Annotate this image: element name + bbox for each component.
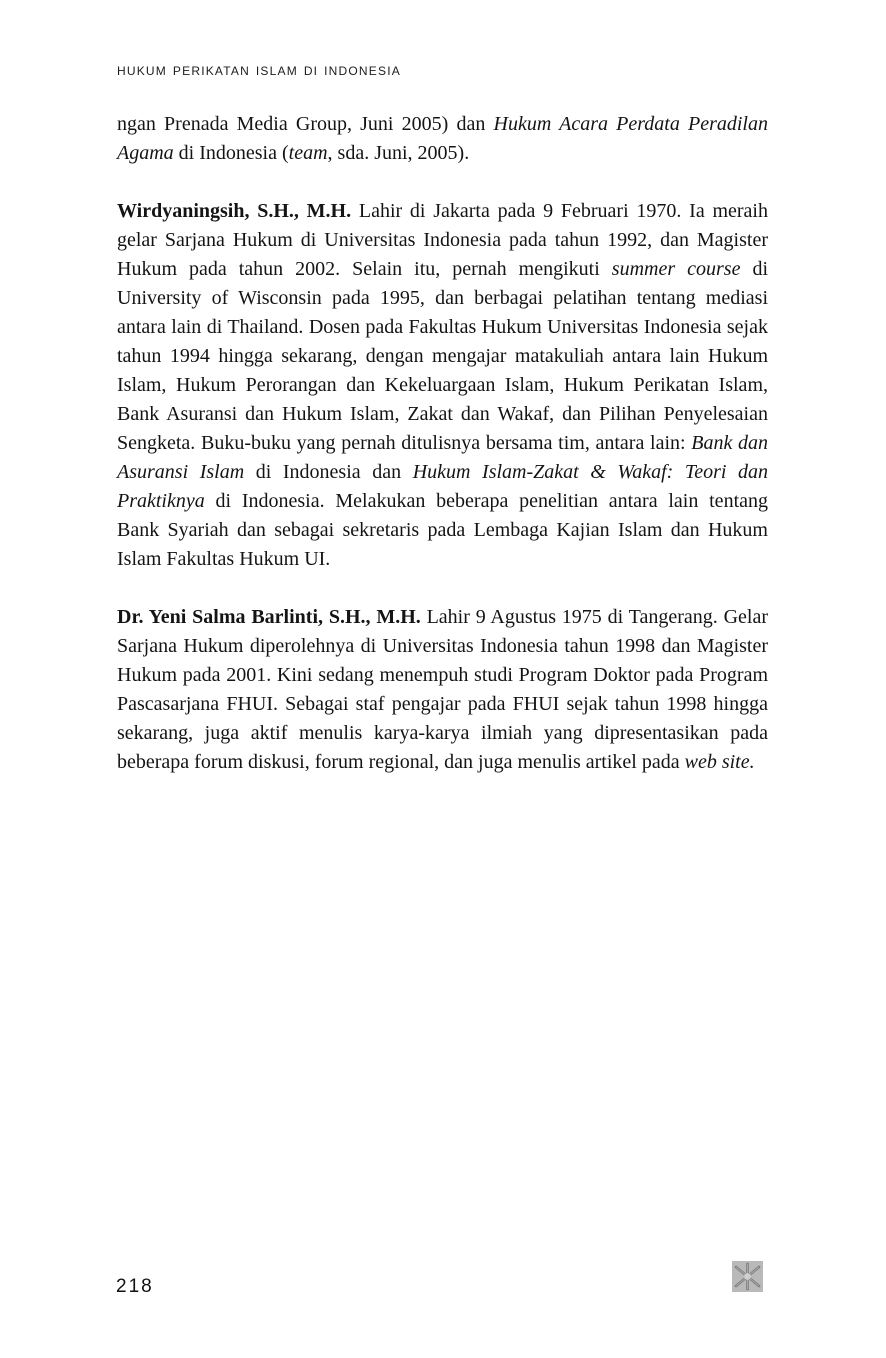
text-segment: Dr. Yeni Salma Barlinti, S.H., M.H. [117,606,421,628]
text-segment: di University of Wisconsin pada 1995, dan berbagai pelatihan tentang mediasi antara lain di Thailand. Dosen pada Fakultas Hukum Universitas Indonesia sejak tahun 1994 hingga sekarang, dengan mengajar matakuliah antara lain Hukum Islam, Hukum Perorangan dan Kekeluargaan Islam, Hukum Perikatan Islam, Bank Asuransi dan Hukum Islam, Zakat dan Wakaf, dan Pilihan Penyelesaian Sengketa. Buku-buku yang pernah ditulisnya bersama tim, antara lain: [117,258,769,454]
text-segment: summer course [611,258,741,280]
body-paragraphs [117,110,768,806]
text-segment: di Indonesia ( [173,142,289,164]
text-segment: Hukum Islam-Zakat & Wakaf: Teori dan Praktiknya [117,461,769,512]
text-segment: Lahir di Jakarta pada 9 Februari 1970. Ia meraih gelar Sarjana Hukum di Universitas Indonesia pada tahun 1992, dan Magister Hukum pada tahun 2002. Selain itu, pernah mengikuti [117,200,768,280]
page-number: 218 [116,1276,154,1297]
text-segment: team [288,142,328,164]
text-segment: , sda. Juni, 2005). [327,142,470,164]
text-segment: di Indonesia dan [244,461,413,483]
text-segment: di Indonesia. Melakukan beberapa penelitian antara lain tentang Bank Syariah dan sebagai sekretaris pada Lembaga Kajian Islam dan Hukum Islam Fakultas Hukum UI. [117,490,768,570]
paragraph [117,197,768,574]
starburst-ornament-icon [732,1261,763,1292]
text-segment: ngan Prenada Media Group, Juni 2005) dan [117,113,494,135]
text-segment: Lahir 9 Agustus 1975 di Tangerang. Gelar Sarjana Hukum diperolehnya di Universitas Indonesia tahun 1998 dan Magister Hukum pada 2001. Kini sedang menempuh studi Program Doktor pada Program Pascasarjana FHUI. Sebagai staf pengajar pada FHUI sejak tahun 1998 hingga sekarang, juga aktif menulis karya-karya ilmiah yang dipresentasikan pada beberapa forum diskusi, forum regional, dan juga menulis artikel pada [117,606,768,773]
text-segment: web site. [684,751,755,773]
text-segment: Hukum Acara Perdata Peradilan Agama [117,113,768,164]
running-header: hukum perikatan islam di indonesia [117,60,401,79]
paragraph [117,603,768,777]
paragraph [117,110,768,168]
text-segment: Bank dan Asuransi Islam [117,432,768,483]
text-segment: Wirdyaningsih, S.H., M.H. [117,200,352,222]
